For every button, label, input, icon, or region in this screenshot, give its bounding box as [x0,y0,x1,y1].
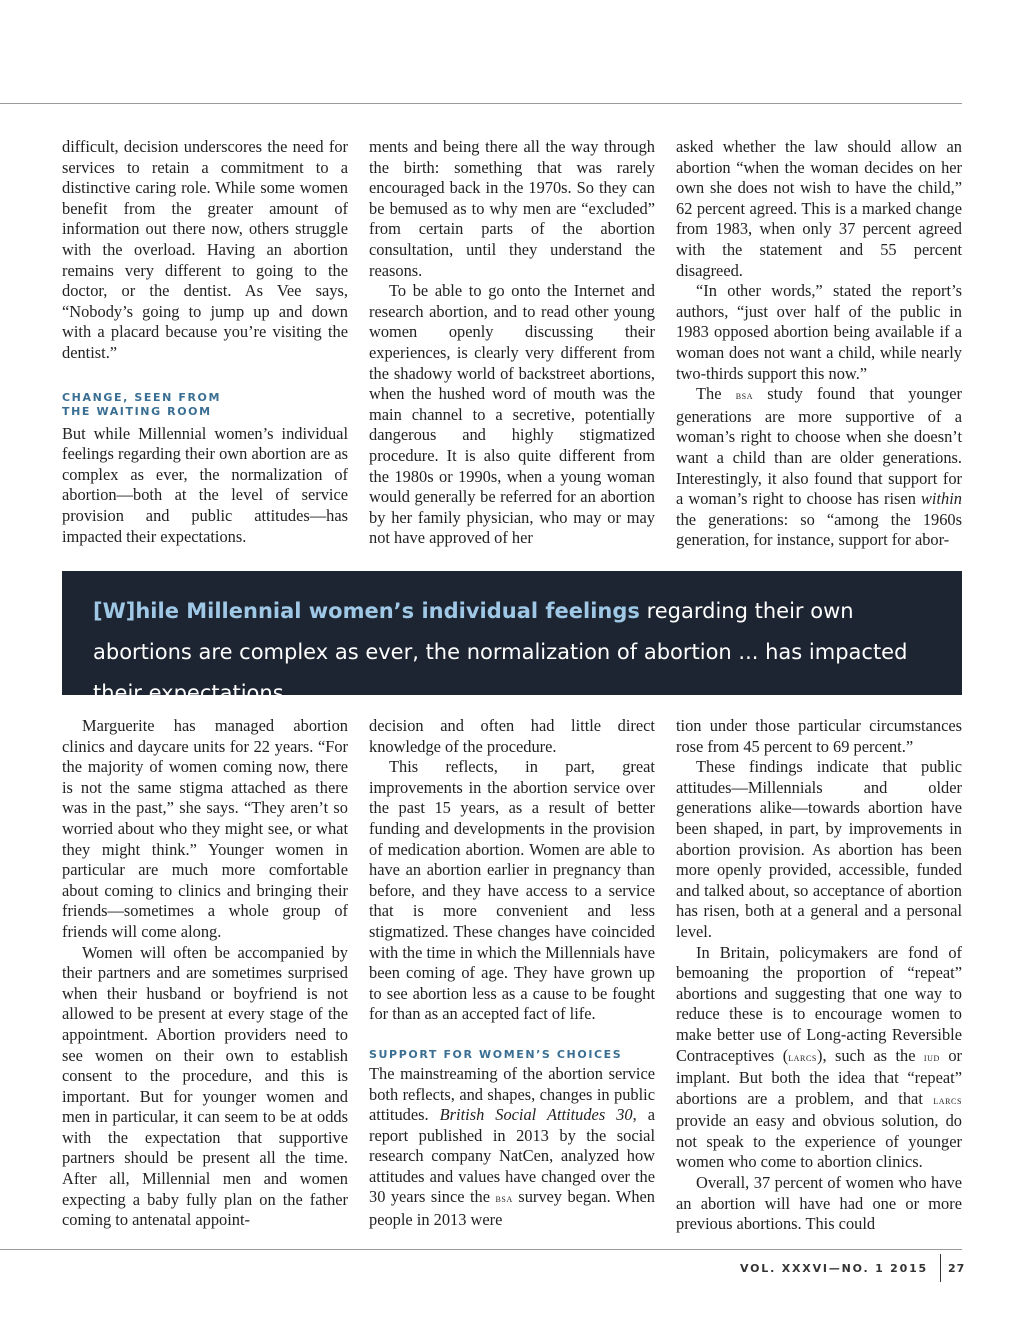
bottom-rule [0,1249,962,1250]
pull-quote-highlight: [W]hile Millennial women’s individual feelings [93,599,640,623]
top-column-3 [676,137,962,551]
paragraph: The mainstreaming of the abortion service both reflects, and shapes, changes in public attitudes. British Social Attitudes 30, a report published in 2013 by the social research company NatCen, analyzed how attitudes and values have changed over the 30 years since the bsa survey began. When people in 2013 were [369,1063,655,1230]
paragraph: Overall, 37 percent of women who have an abortion will have had one or more previous abortions. This could [676,1173,962,1234]
footer-divider [940,1254,941,1282]
top-rule [0,103,962,104]
section-heading-support: SUPPORT FOR WOMEN’S CHOICES [369,1047,623,1061]
pull-quote [62,571,962,705]
top-column-2 [369,137,655,549]
paragraph: But while Millennial women’s individual feelings regarding their own abortion are as complex as ever, the normalization of abortion—both at the level of service provision and public attitudes—has impacted their expectations. [62,423,348,546]
paragraph: ments and being there all the way through the birth: something that was rarely encouraged back in the 1970s. So they can be bemused as to why men are “excluded” from certain parts of the abortion consultation, until they understand the reasons. [369,137,655,280]
page-number: 27 [948,1262,966,1275]
paragraph: difficult, decision underscores the need for services to retain a commitment to a distinctive caring role. While some women benefit from the greater amount of information out there now, others struggle with the overload. Having an abortion remains very different to going to the doctor, or the dentist. As Vee says, “Nobody’s going to jump up and down with a placard because you’re visiting the dentist.” [62,137,348,362]
issue-info: VOL. XXXVI—NO. 1 2015 [740,1262,928,1275]
paragraph: decision and often had little direct knowledge of the procedure. [369,716,655,756]
paragraph: Marguerite has managed abortion clinics and daycare units for 22 years. “For the majority of women coming now, there is not the same stigma attached as there was in the past,” she says. “They aren’t so worried about who they might see, or what they might think.” Younger women in particular are much more comfortable about coming to clinics and bringing their friends—sometimes a whole group of friends will come along. [62,716,348,941]
paragraph: asked whether the law should allow an abortion “when the woman decides on her own she does not wish to have the child,” 62 percent agreed. This is a marked change from 1983, when only 37 percent agreed with the statement and 55 percent disagreed. [676,137,962,280]
paragraph: To be able to go onto the Internet and research abortion, and to read other young women openly discussing their experiences, is clearly very different from the shadowy world of backstreet abortions, when the hushed word of mouth was the main channel to a secretive, potentially dangerous and highly stigmatized procedure. It is also quite different from the 1980s or 1990s, when a young woman would generally be referred for an abortion by her family physician, who may or may not have approved of her [369,281,655,548]
pull-quote-text: regarding their own abortions are complex as ever, the normalization of abortion ... has impacted their expectations. [93,599,908,705]
paragraph: “In other words,” stated the report’s authors, “just over half of the public in 1983 opposed abortion being available if a woman does not want a child, while nearly two-thirds support this now.” [676,281,962,383]
top-column-1 [62,137,348,547]
paragraph: The bsa study found that younger generations are more supportive of a woman’s right to choose when she doesn’t want a child than are older generations. Interestingly, it also found that support for a woman’s right to choose has risen within the generations: so “among the 1960s generation, for instance, support for abor- [676,384,962,550]
paragraph: This reflects, in part, great improvements in the abortion service over the past 15 years, as a result of better funding and developments in the provision of medication abortion. Women are able to have an abortion earlier in pregnancy than before, and they have access to a service that is more convenient and less stigmatized. These changes have coincided with the time in which the Millennials have been coming of age. They have grown up to see abortion less as a cause to be fought for than as an accepted fact of life. [369,757,655,1024]
paragraph: In Britain, policymakers are fond of bemoaning the proportion of “repeat” abortions and suggesting that one way to reduce these is to encourage women to make better use of Long-acting Reversible Contraceptives (larcs), such as the iud or implant. But both the idea that “repeat” abortions are a problem, and that larcs provide an easy and obvious solution, do not speak to the experience of younger women who come to abortion clinics. [676,942,962,1172]
paragraph: tion under those particular circumstances rose from 45 percent to 69 percent.” [676,716,962,756]
paragraph: These findings indicate that public attitudes—Millennials and older generations alike—towards abortion have been shaped, in part, by improvements in abortion provision. As abortion has been more openly provided, accessible, funded and talked about, so acceptance of abortion has risen, both at a general and a personal level. [676,757,962,941]
bottom-column-3 [676,716,962,1235]
bottom-column-2 [369,716,655,1231]
section-heading-change: CHANGE, SEEN FROM THE WAITING ROOM [62,390,222,418]
bottom-column-1 [62,716,348,1231]
paragraph: Women will often be accompanied by their partners and are sometimes surprised when their husband or boyfriend is not allowed to be present at every stage of the appointment. Abortion providers need to see women on their own to establish consent to the procedure, and this is important. But for younger women and men in particular, it can seem to be at odds with the expectation that supportive partners should be present all the time. After all, Millennial men and women expecting a baby fully plan on the father coming to antenatal appoint- [62,942,348,1230]
